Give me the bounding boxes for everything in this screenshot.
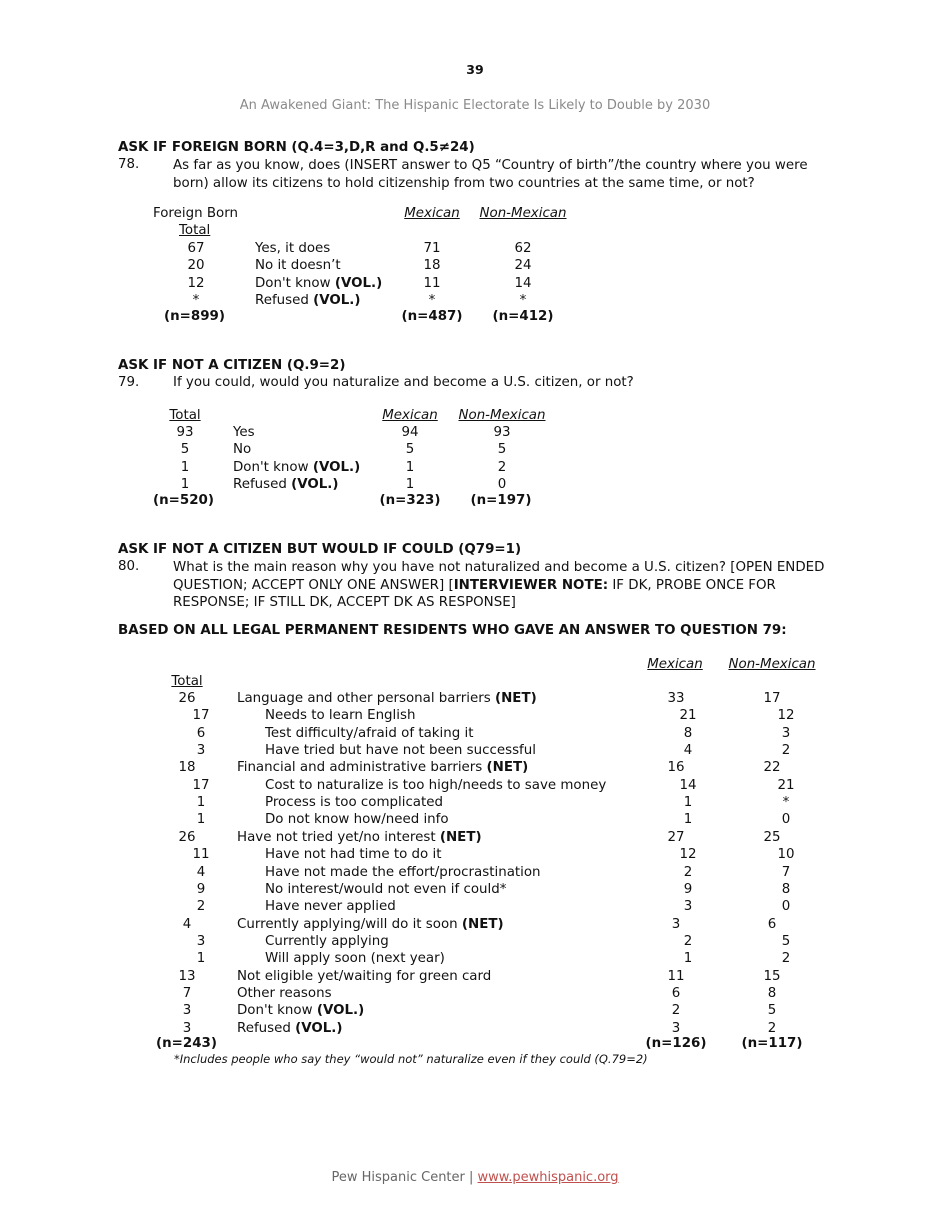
q80-row-nonmexican: 5 (781, 933, 791, 949)
q78-n-total: (n=899) (164, 309, 225, 324)
q80-row-total: 7 (182, 985, 192, 1001)
q80-number: 80. (118, 559, 140, 574)
q78-row-nonmexican: 24 (514, 258, 532, 274)
interviewer-note-label: INTERVIEWER NOTE: (453, 577, 609, 593)
q80-row-mexican: 33 (667, 691, 685, 706)
q79-question-text: If you could, would you naturalize and become a U.S. citizen, or not? (173, 375, 634, 390)
q80-row-total: 6 (196, 725, 206, 741)
q80-row-total: 3 (196, 933, 206, 949)
q80-row-nonmexican: 8 (767, 985, 777, 1001)
q80-row-nonmexican: 7 (781, 864, 791, 880)
q80-row-nonmexican: 2 (767, 1020, 777, 1036)
q80-row-label: Have never applied (265, 899, 396, 915)
q78-col-total: Total (179, 223, 211, 238)
q80-row-nonmexican: 6 (767, 916, 777, 932)
q79-row-total: 1 (180, 476, 190, 492)
q80-row-total: 26 (178, 829, 196, 845)
q80-row-mexican: 1 (683, 795, 693, 811)
q79-col-mexican: Mexican (382, 408, 438, 423)
q78-row-total: 20 (187, 258, 205, 274)
q80-row-label: No interest/would not even if could* (265, 881, 507, 897)
q80-row-mexican: 21 (679, 708, 697, 724)
q80-row-total: 2 (196, 899, 206, 915)
q79-number: 79. (118, 375, 140, 390)
q78-row-nonmexican: * (519, 292, 527, 308)
q80-row-nonmexican: 2 (781, 951, 791, 967)
q80-row-nonmexican: 5 (767, 1003, 777, 1019)
page-number: 39 (466, 62, 484, 77)
q80-row-label: Currently applying (265, 933, 389, 949)
q80-row-nonmexican: 0 (781, 899, 791, 915)
q79-row-mexican: 5 (405, 442, 415, 458)
q80-row-mexican: 2 (671, 1003, 681, 1019)
q80-row-nonmexican: 22 (763, 760, 781, 776)
q78-row-total: 12 (187, 275, 205, 291)
footer-link[interactable]: www.pewhispanic.org (477, 1170, 619, 1185)
q80-question-text: What is the main reason why you have not naturalized and become a U.S. citizen? [OPEN ENDED QUESTION; ACCEPT ONLY ONE ANSWER] [INTERVIEWER NOTE: IF DK, PROBE ONCE FOR RESPONSE; IF STILL DK, ACCEPT DK AS RESPONSE] (173, 560, 825, 610)
q80-row-nonmexican: 17 (763, 691, 781, 706)
q80-row-total: 9 (196, 881, 206, 897)
q80-row-nonmexican: 15 (763, 968, 781, 984)
q78-row-mexican: 18 (423, 258, 441, 274)
q80-row-mexican: 3 (683, 899, 693, 915)
q78-row-label: Refused (VOL.) (255, 292, 361, 308)
q80-row-label: Have not had time to do it (265, 847, 442, 863)
q80-row-nonmexican: 21 (777, 777, 795, 793)
q80-row-mexican: 1 (683, 951, 693, 967)
footer-org: Pew Hispanic Center | (331, 1170, 478, 1185)
q79-row-nonmexican: 2 (497, 459, 507, 475)
q80-row-mexican: 3 (671, 916, 681, 932)
q80-row-nonmexican: * (782, 795, 790, 811)
q78-question-text: As far as you know, does (INSERT answer to Q5 “Country of birth”/the country where you were born) allow its citizens to hold citizenship from two countries at the same time, or not? (173, 158, 808, 191)
q80-row-total: 4 (196, 864, 206, 880)
q78-ask-condition: ASK IF FOREIGN BORN (Q.4=3,D,R and Q.5≠24) (118, 140, 475, 155)
q78-n-mexican: (n=487) (401, 309, 463, 324)
q80-row-mexican: 1 (683, 812, 693, 828)
q79-row-label: Refused (VOL.) (233, 476, 339, 492)
q80-row-total: 18 (178, 760, 196, 776)
q80-row-nonmexican: 8 (781, 881, 791, 897)
q78-row-mexican: 11 (423, 275, 441, 291)
q80-row-nonmexican: 25 (763, 829, 781, 845)
q78-n-nonmexican: (n=412) (492, 309, 554, 324)
q79-row-nonmexican: 93 (493, 425, 511, 440)
q80-ask-condition: ASK IF NOT A CITIZEN BUT WOULD IF COULD (Q79=1) (118, 542, 522, 557)
q80-row-label: Have not made the effort/procrastination (265, 864, 541, 880)
q80-row-label: Language and other personal barriers (NET) (237, 691, 537, 706)
q80-footnote: *Includes people who say they “would not” naturalize even if they could (Q.79=2) (174, 1052, 648, 1066)
q80-row-label: Financial and administrative barriers (NET) (237, 760, 529, 776)
q80-row-label: Process is too complicated (265, 795, 443, 811)
q80-col-nonmexican: Non-Mexican (728, 657, 816, 672)
report-title: An Awakened Giant: The Hispanic Electorate Is Likely to Double by 2030 (239, 98, 711, 113)
q79-col-nonmexican: Non-Mexican (458, 408, 546, 423)
q79-row-label: Yes (233, 425, 255, 440)
q80-row-mexican: 2 (683, 864, 693, 880)
q80-row-mexican: 8 (683, 725, 693, 741)
q80-row-total: 3 (182, 1020, 192, 1036)
q79-row-label: No (233, 442, 252, 458)
q80-row-nonmexican: 2 (781, 743, 791, 759)
q80-row-mexican: 3 (671, 1020, 681, 1036)
q80-based-on: BASED ON ALL LEGAL PERMANENT RESIDENTS WHO GAVE AN ANSWER TO QUESTION 79: (118, 623, 787, 638)
q80-row-total: 3 (196, 743, 206, 759)
q80-row-total: 1 (196, 795, 206, 811)
q80-row-nonmexican: 12 (777, 708, 795, 724)
q80-row-total: 4 (182, 916, 192, 932)
q80-row-total: 13 (178, 968, 196, 984)
q78-col-nonmexican: Non-Mexican (479, 206, 567, 221)
q79-row-total: 5 (180, 442, 190, 458)
page-footer (0, 1170, 950, 1185)
q80-row-mexican: 14 (679, 777, 697, 793)
q78-row-mexican: * (428, 292, 436, 308)
q79-row-mexican: 94 (401, 425, 419, 440)
q80-n-nonmexican: (n=117) (741, 1036, 803, 1051)
q78-row-label: Yes, it does (255, 241, 331, 256)
q80-row-label: Don't know (VOL.) (237, 1003, 365, 1019)
q80-row-mexican: 16 (667, 760, 685, 776)
q80-row-mexican: 27 (667, 829, 685, 845)
q80-row-label: Do not know how/need info (265, 812, 449, 828)
q79-n-mexican: (n=323) (379, 493, 441, 508)
q79-row-mexican: 1 (405, 476, 415, 492)
q80-row-label: Have tried but have not been successful (265, 743, 536, 759)
q78-row-label: No it doesn’t (255, 258, 341, 274)
q78-row-mexican: 71 (423, 241, 441, 256)
q80-row-mexican: 9 (683, 881, 693, 897)
q80-row-mexican: 11 (667, 968, 685, 984)
q80-row-nonmexican: 0 (781, 812, 791, 828)
q80-row-label: Will apply soon (next year) (265, 951, 445, 967)
q80-row-total: 1 (196, 951, 206, 967)
q80-row-label: Currently applying/will do it soon (NET) (237, 916, 504, 932)
q80-row-label: Needs to learn English (265, 708, 416, 724)
q78-row-nonmexican: 14 (514, 275, 532, 291)
q79-n-total: (n=520) (153, 493, 214, 508)
q78-col-mexican: Mexican (404, 206, 460, 221)
q78-number: 78. (118, 157, 140, 172)
q80-row-label: Have not tried yet/no interest (NET) (237, 829, 482, 845)
q79-row-nonmexican: 0 (497, 476, 507, 492)
q80-row-label: Refused (VOL.) (237, 1020, 343, 1036)
q80-row-mexican: 6 (671, 985, 681, 1001)
q80-row-total: 26 (178, 691, 196, 706)
q80-row-total: 3 (182, 1003, 192, 1019)
q80-col-mexican: Mexican (647, 657, 703, 672)
q79-n-nonmexican: (n=197) (470, 493, 532, 508)
q78-row-nonmexican: 62 (514, 241, 532, 256)
q79-row-nonmexican: 5 (497, 442, 507, 458)
q78-row-total: 67 (187, 241, 205, 256)
q79-row-mexican: 1 (405, 459, 415, 475)
q78-row-total: * (192, 292, 200, 308)
q78-row-label: Don't know (VOL.) (255, 275, 383, 291)
q79-row-total: 93 (176, 425, 194, 440)
q80-row-mexican: 2 (683, 933, 693, 949)
q79-row-label: Don't know (VOL.) (233, 459, 361, 475)
q80-row-total: 17 (192, 708, 210, 724)
q80-row-total: 11 (192, 847, 210, 863)
q80-row-label: Not eligible yet/waiting for green card (237, 968, 492, 984)
q79-ask-condition: ASK IF NOT A CITIZEN (Q.9=2) (118, 358, 346, 373)
q80-row-label: Cost to naturalize is too high/needs to save money (265, 777, 607, 793)
q80-n-total: (n=243) (156, 1036, 217, 1051)
q80-row-mexican: 4 (683, 743, 693, 759)
q80-row-label: Test difficulty/afraid of taking it (265, 725, 474, 741)
q80-row-mexican: 12 (679, 847, 697, 863)
q78-group-label: Foreign Born (153, 206, 238, 221)
q80-row-nonmexican: 10 (777, 847, 795, 863)
q79-row-total: 1 (180, 459, 190, 475)
q80-row-total: 1 (196, 812, 206, 828)
q80-col-total: Total (171, 674, 203, 689)
q80-row-total: 17 (192, 777, 210, 793)
q79-col-total: Total (169, 408, 201, 423)
q80-n-mexican: (n=126) (645, 1036, 707, 1051)
q80-row-nonmexican: 3 (781, 725, 791, 741)
q80-row-label: Other reasons (237, 985, 332, 1001)
